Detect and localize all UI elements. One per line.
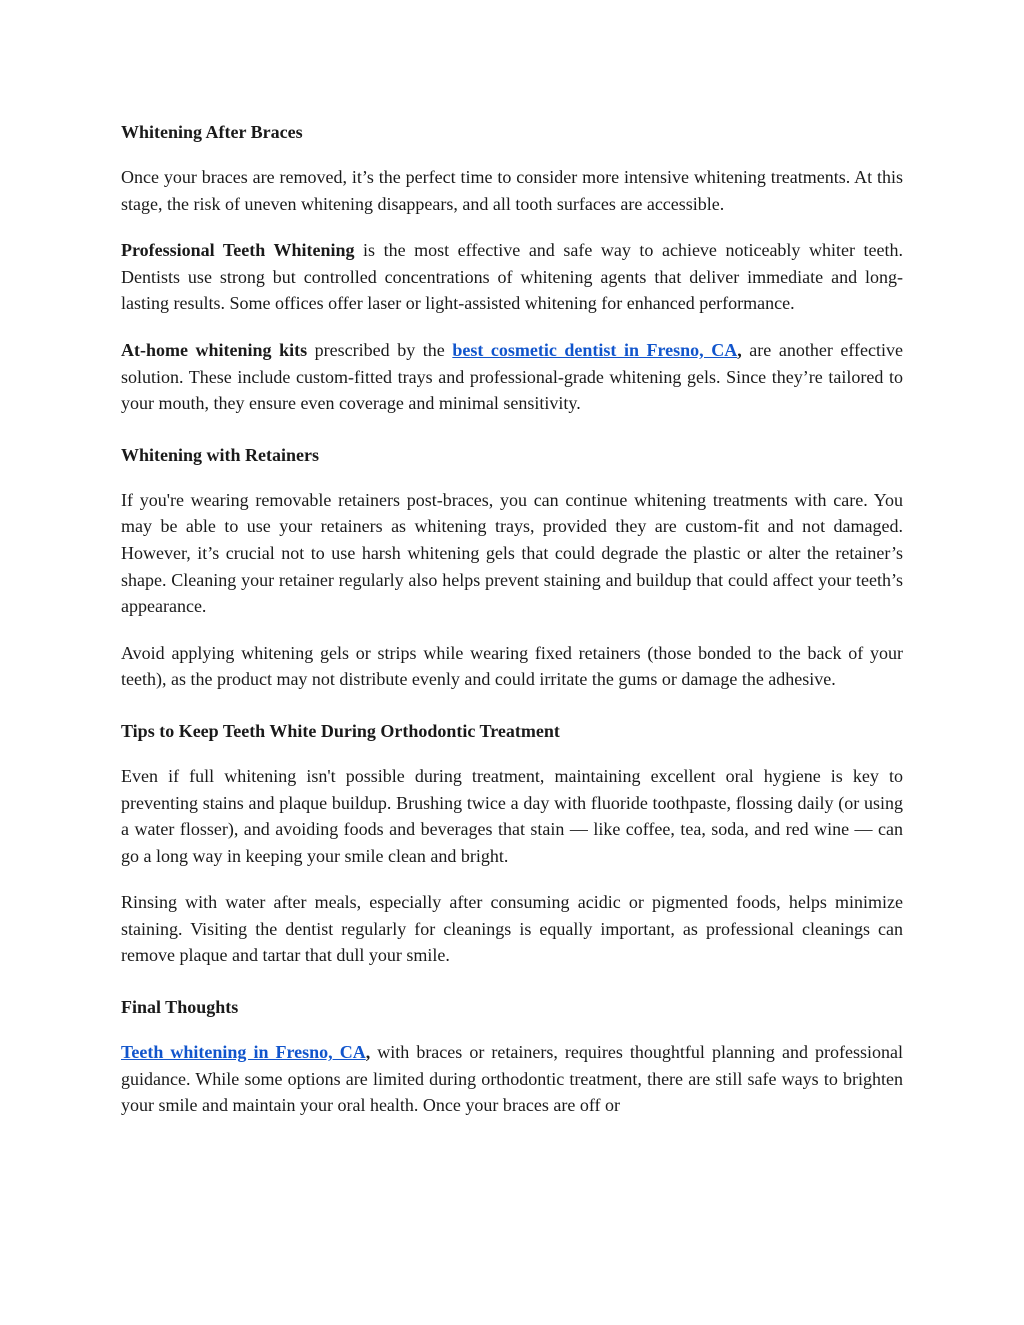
- paragraph-oral-hygiene: Even if full whitening isn't possible during treatment, maintaining excellent oral hygiene is key to preventing stains and plaque buildup. Brushing twice a day with fluoride toothpaste, flossing daily (or using a water flosser), and avoiding foods and beverages that stain — like coffee, tea, soda, and red wine — can go a long way in keeping your smile clean and bright.: [121, 765, 903, 866]
- paragraph-removable-retainers: If you're wearing removable retainers post-braces, you can continue whitening treatments with care. You may be able to use your retainers as whitening trays, provided they are custom-fit and not damaged. However, it’s crucial not to use harsh whitening gels that could degrade the plastic or alter the retainer’s shape. Cleaning your retainer regularly also helps prevent staining and buildup that could affect your teeth’s appearance.: [121, 489, 903, 617]
- paragraph-text: with braces or retainers, requires thoughtful planning and professional guidance. While some options are limited during orthodontic treatment, there are still safe ways to brighten your smile and maintain your oral health. Once your braces are off or: [121, 1042, 903, 1116]
- document-page: [121, 117, 903, 1119]
- paragraph-at-home-kits: [121, 337, 903, 417]
- paragraph-final-thoughts: [121, 1039, 903, 1119]
- link-best-cosmetic-dentist[interactable]: best cosmetic dentist in Fresno, CA: [452, 339, 738, 360]
- paragraph-text: is the most effective and safe way to achieve noticeably whiter teeth. Dentists use strong but controlled concentrations of whitening agents that deliver immediate and long-lasting results. Some offices offer laser or light-assisted whitening for enhanced performance.: [121, 240, 903, 314]
- heading-whitening-after-braces: Whitening After Braces: [121, 122, 303, 142]
- paragraph-professional-whitening: [121, 237, 903, 317]
- paragraph-text: are another effective solution. These include custom-fitted trays and professional-grade whitening gels. Since they’re tailored to your mouth, they ensure even coverage and minimal sensitivity.: [121, 339, 903, 414]
- heading-tips-keep-teeth-white: Tips to Keep Teeth White During Orthodontic Treatment: [121, 720, 560, 741]
- bold-comma: ,: [365, 1042, 371, 1063]
- bold-term-at-home-kits: At-home whitening kits: [121, 339, 308, 360]
- paragraph-fixed-retainers: Avoid applying whitening gels or strips while wearing fixed retainers (those bonded to the back of your teeth), as the product may not distribute evenly and could irritate the gums or damage the adhesive.: [121, 642, 903, 690]
- heading-whitening-with-retainers: Whitening with Retainers: [121, 444, 319, 465]
- link-teeth-whitening-fresno[interactable]: Teeth whitening in Fresno, CA: [121, 1042, 366, 1063]
- paragraph-text: prescribed by the: [307, 339, 453, 360]
- paragraph-after-braces-intro: Once your braces are removed, it’s the perfect time to consider more intensive whitening treatments. At this stage, the risk of uneven whitening disappears, and all tooth surfaces are accessible.: [121, 167, 903, 214]
- heading-final-thoughts: Final Thoughts: [121, 997, 239, 1018]
- bold-comma: ,: [737, 339, 742, 360]
- bold-term-professional-whitening: Professional Teeth Whitening: [121, 240, 355, 261]
- paragraph-rinsing: Rinsing with water after meals, especially after consuming acidic or pigmented foods, helps minimize staining. Visiting the dentist regularly for cleanings is equally important, as professional cleanings can remove plaque and tartar that dull your smile.: [121, 892, 903, 966]
